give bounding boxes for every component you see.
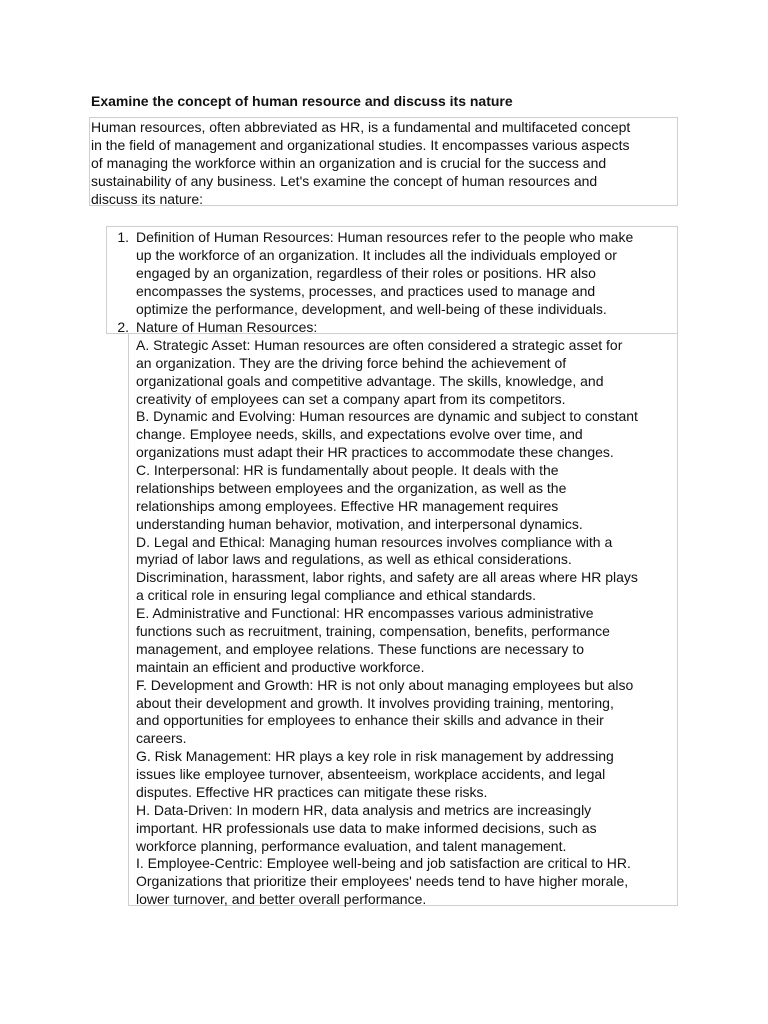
list-number: 2.: [117, 319, 129, 335]
list-item-line: G. Risk Management: HR plays a key role in risk management by addressing: [136, 748, 614, 764]
list-item-line: understanding human behavior, motivation, and interpersonal dynamics.: [136, 516, 583, 532]
list-item-line: H. Data-Driven: In modern HR, data analysis and metrics are increasingly: [136, 802, 592, 818]
list-item-line: Organizations that prioritize their employees' needs tend to have higher morale,: [136, 873, 629, 889]
list-item-line: important. HR professionals use data to make informed decisions, such as: [136, 820, 597, 836]
intro-line: Human resources, often abbreviated as HR, is a fundamental and multifaceted concept: [91, 119, 631, 135]
list-item-line: Nature of Human Resources:: [136, 319, 318, 335]
list-item-line: lower turnover, and better overall performance.: [136, 891, 427, 907]
list-item-line: about their development and growth. It involves providing training, mentoring,: [136, 695, 614, 711]
document-title: Examine the concept of human resource and discuss its nature: [91, 93, 513, 109]
list-item-line: I. Employee-Centric: Employee well-being and job satisfaction are critical to HR.: [136, 855, 631, 871]
list-item-line: and opportunities for employees to enhance their skills and advance in their: [136, 712, 604, 728]
list-item-line: creativity of employees can set a company apart from its competitors.: [136, 391, 566, 407]
list-item-line: disputes. Effective HR practices can mitigate these risks.: [136, 784, 488, 800]
list-item-line: Discrimination, harassment, labor rights, and safety are all areas where HR plays: [136, 569, 638, 585]
list-item-line: organizations must adapt their HR practices to accommodate these changes.: [136, 444, 614, 460]
list-item-line: up the workforce of an organization. It includes all the individuals employed or: [136, 247, 617, 263]
list-item-line: organizational goals and competitive advantage. The skills, knowledge, and: [136, 373, 604, 389]
list-item-line: Definition of Human Resources: Human resources refer to the people who make: [136, 229, 634, 245]
intro-line: sustainability of any business. Let's examine the concept of human resources and: [91, 173, 598, 189]
list-item-line: optimize the performance, development, and well-being of these individuals.: [136, 301, 607, 317]
list-item-line: workforce planning, performance evaluation, and talent management.: [136, 838, 567, 854]
list-item-line: an organization. They are the driving force behind the achievement of: [136, 355, 567, 371]
list-item-line: management, and employee relations. These functions are necessary to: [136, 641, 584, 657]
list-item-line: C. Interpersonal: HR is fundamentally about people. It deals with the: [136, 462, 559, 478]
list-item-line: D. Legal and Ethical: Managing human resources involves compliance with a: [136, 534, 613, 550]
intro-line: discuss its nature:: [91, 191, 204, 207]
list-item-line: functions such as recruitment, training, compensation, benefits, performance: [136, 623, 610, 639]
list-item-line: relationships between employees and the organization, as well as the: [136, 480, 567, 496]
list-item-line: A. Strategic Asset: Human resources are often considered a strategic asset for: [136, 337, 623, 353]
list-item-line: a critical role in ensuring legal compliance and ethical standards.: [136, 587, 536, 603]
list-item-line: encompasses the systems, processes, and practices used to manage and: [136, 283, 596, 299]
list-item-line: relationships among employees. Effective HR management requires: [136, 498, 559, 514]
list-item-line: change. Employee needs, skills, and expectations evolve over time, and: [136, 426, 583, 442]
list-item-line: B. Dynamic and Evolving: Human resources are dynamic and subject to constant: [136, 408, 638, 424]
list-item-line: E. Administrative and Functional: HR encompasses various administrative: [136, 605, 594, 621]
intro-line: of managing the workforce within an organization and is crucial for the success and: [91, 155, 607, 171]
list-item-line: F. Development and Growth: HR is not only about managing employees but also: [136, 677, 634, 693]
list-item-line: myriad of labor laws and regulations, as well as ethical considerations.: [136, 551, 572, 567]
list-item-line: issues like employee turnover, absenteeism, workplace accidents, and legal: [136, 766, 606, 782]
intro-line: in the field of management and organizational studies. It encompasses various aspects: [91, 137, 630, 153]
list-number: 1.: [117, 229, 129, 245]
list-item-line: engaged by an organization, regardless of their roles or positions. HR also: [136, 265, 596, 281]
list-item-line: careers.: [136, 730, 187, 746]
list-item-line: maintain an efficient and productive workforce.: [136, 659, 425, 675]
